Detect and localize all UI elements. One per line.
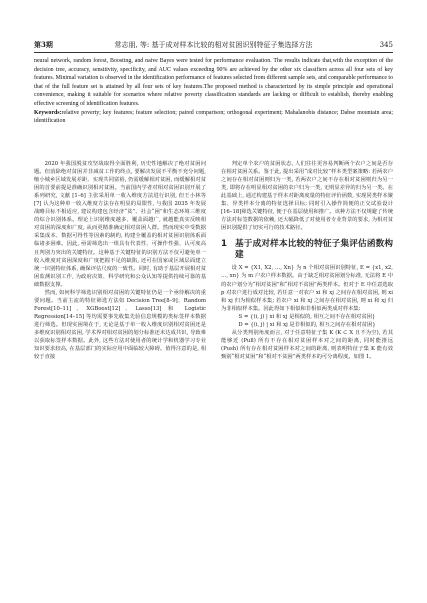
abstract-text: neural network, random forest, Boosting, and naive Bayes were tested for performance evaluation. The results indicate that,with the exception of the decision tree, accuracy, sensitivity, specificity, and AUC values exceeding 90% are achieved by the other six classifiers across all four sets of key features. Minimal variation is observed in the identification performance of features selected from different sample sets, and comparable performance to that of the full feature set is attained by all four sets of key features.The proposed method is characterized by its simple principle and operational convenience, making it suitable for scenarios where relative poverty classification standards are lacking or difficult to establish, thereby enabling effective screening of identification features. <box>34 58 393 107</box>
keywords-label: Keywords: <box>34 109 62 116</box>
formula-similar-set: S = {(i, j) | xi 和 xj 是相似的, 相互之间不存在相对贫困} <box>238 313 376 320</box>
keywords-line <box>34 109 393 126</box>
body-paragraph: 设 X = {X1, X2, …, Xn} 为 n 个相对贫困识别特征, E = {x1, x2, …, xn} 为 m 户农户样本数据。由于缺乏相对贫困划分标准, 无法将 E 中的农户划分为“相对贫困”和“相对不贫困”两类样本。但对于 E 中任意选取 p 对农户进行成对比较, 若任意一对农户 xi 和 xj 之间存在相对贫困, 则 xi 和 xj 归为相似样本集; 若农户 xi 和 xj 之间存在相对贫困, 则 xi 和 xj 归为非相似样本集。因此得如下相似和非相似两类成对样本集: <box>221 265 393 312</box>
body-paragraph: 判定单个农户的贫困状态, 人们往往更容易判断两个农户之间是否存在相对贫困关系。鉴于此, 提出采用“成对比较”样本类型案策略: 若两农户之间存在相对贫困则归为一类, 若两农户之间不存在相对贫困则归为另一类, 即将存在明显相对贫困的农户归为一类, 无明显差异的归为另一类。在此基础上, 通过构建基于样本对距离度量的特征评价函数, 实现同类样本聚集、异类样本分离的特征选择目标; 同时引入操作简便的正交试验设计[16–18]筛选关键特征, 便于在基层使用和推广。该种方法不仅规避了传统方法对标签数据的依赖, 还大幅降低了对使用者专业背景的要求, 为相对贫困识别提供了切实可行的技术路径。 <box>221 161 393 232</box>
body-paragraph: 2020 年我国脱贫攻坚战取得全面胜利, 历史性地解决了绝对贫困问题。但消除绝对贫困并非减贫工作的终点, 要解决发展不平衡不充分问题, 缩小城乡区域发展差距、实现共同富裕, 仍需缓解相对贫困, 而缓解相对贫困的首要前提是准确识别相对贫困。当前国内学者对相对贫困识别开展了系列研究, 文献 [1–6] 主张采用单一收入维度方法进行识别, 但王小林等[7] 认为这种单一收入维度方法存在明显的局限性, 与我国 2035 年发展战略目标不相适应, 建议构建包含经济“贫”、社会“困”和生态环境三维度的综合识别体系。理论上识别维度越多、覆盖面越广, 就越能真实反映相对贫困的深度和广度, 从而更精准确定相对贫困人群。然而现实中受数据采集成本、数据可得性等因素的制约, 构建全覆盖的相对贫困识别体系面临诸多困难。因此, 亟需筛选出一组具有代表性、可操作性强、认可度高且判别力突出的关键特征。这种基于关键特征的识别方法不仅可避免单一收入维度对贫困深度和广度把握不足的缺陷, 还可在国家或区域层面建立统一识别特征体系, 确保评估尺度的一致性。同时, 有助于基层开展相对贫困监测识别工作, 为政府决策、科学研究和公众认知等提供持续可靠的基础数据支撑。 <box>34 161 206 288</box>
body-paragraph: 然而, 如何科学筛选识别相对贫困的关键特征仍是一个亟待解决的重要问题。当前主流的特征筛选方法如 Decision Tree[8–9]、Random Forest[10–11]、XGBoost[12]、Lasso[13] 和 Logistic Regression[14–15] 等均需要事先收集先验信息规模的类标签样本数据进行筛选。但现实困境在于, 无论是基于单一收入维度识别相对贫困还是多维度识别相对贫困, 学术界对相对贫困的划分标准还未达成共识, 导致难以获取标签样本数据。此外, 这些方法对使用者的统计学和机器学习专业知识要求较高, 在基层部门的实际应用中面临较大障碍。值得注意的是, 相较于直接 <box>34 289 206 361</box>
header-rule <box>34 52 393 53</box>
section-number: 1 <box>221 239 227 250</box>
body-paragraph: 从分类判别角度而言, 对于任意特征子集 K (K ⊂ X 且不为空), 若其能够近 (Pull) 所有不存在相对贫困样本对之间的距离, 同时能推远 (Push) 所有存在相对贫困样本对之间的距离, 则表明特征子集 K 能有效甄别“相对贫困”和“相对不贫困”两类样本的可分离程度。如图 1。 <box>221 329 393 360</box>
formula-dissimilar-set: D = {(i, j) | xi 和 xj 是非相似的, 相互之间存在相对贫困} <box>238 321 376 328</box>
issue-number: 第3期 <box>34 40 53 49</box>
page-number: 345 <box>379 41 393 49</box>
section-title: 基于成对样本比较的特征子集评估函数构建 <box>235 239 393 261</box>
running-header <box>34 40 393 50</box>
english-abstract <box>34 57 393 126</box>
right-column <box>221 160 393 361</box>
section-heading <box>221 239 393 261</box>
keywords-text: relative poverty; key features; feature selection; paired comparison; orthogonal experiment; Mahalanobis distance; Dabse mountain area; identification <box>34 109 393 125</box>
left-column <box>34 160 206 361</box>
running-title: 常志朋, 等: 基于成对样本比较的相对贫困识别特征子集选择方法 <box>114 41 313 49</box>
